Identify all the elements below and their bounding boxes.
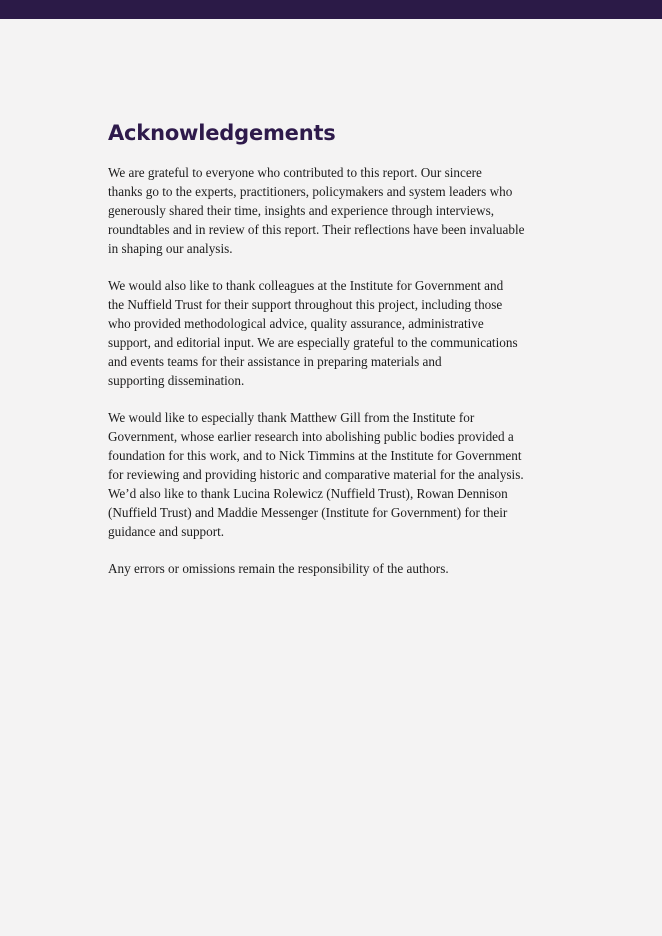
- top-color-band: [0, 0, 662, 19]
- paragraph-gratitude: [108, 163, 560, 258]
- text-line: roundtables and in review of this report. Their reflections have been invaluable: [108, 222, 525, 237]
- text-line: and events teams for their assistance in preparing materials and: [108, 354, 442, 369]
- paragraph-colleagues: [108, 276, 560, 390]
- paragraph-special-thanks: [108, 408, 560, 541]
- text-line: (Nuffield Trust) and Maddie Messenger (Institute for Government) for their: [108, 505, 508, 520]
- text-line: guidance and support.: [108, 524, 225, 539]
- text-line: Any errors or omissions remain the responsibility of the authors.: [108, 561, 449, 576]
- acknowledgements-section: [108, 118, 560, 596]
- text-line: foundation for this work, and to Nick Timmins at the Institute for Government: [108, 448, 522, 463]
- text-line: We are grateful to everyone who contributed to this report. Our sincere: [108, 165, 482, 180]
- text-line: supporting dissemination.: [108, 373, 245, 388]
- text-line: thanks go to the experts, practitioners, policymakers and system leaders who: [108, 184, 513, 199]
- text-line: for reviewing and providing historic and comparative material for the analysis.: [108, 467, 524, 482]
- text-line: the Nuffield Trust for their support throughout this project, including those: [108, 297, 503, 312]
- text-line: support, and editorial input. We are especially grateful to the communications: [108, 335, 518, 350]
- text-line: We would like to especially thank Matthew Gill from the Institute for: [108, 410, 475, 425]
- page-title: Acknowledgements: [108, 121, 336, 145]
- text-line: We would also like to thank colleagues at the Institute for Government and: [108, 278, 504, 293]
- text-line: in shaping our analysis.: [108, 241, 233, 256]
- paragraph-disclaimer: [108, 559, 560, 578]
- text-line: Government, whose earlier research into abolishing public bodies provided a: [108, 429, 514, 444]
- text-line: generously shared their time, insights and experience through interviews,: [108, 203, 494, 218]
- text-line: We’d also like to thank Lucina Rolewicz (Nuffield Trust), Rowan Dennison: [108, 486, 508, 501]
- text-line: who provided methodological advice, quality assurance, administrative: [108, 316, 484, 331]
